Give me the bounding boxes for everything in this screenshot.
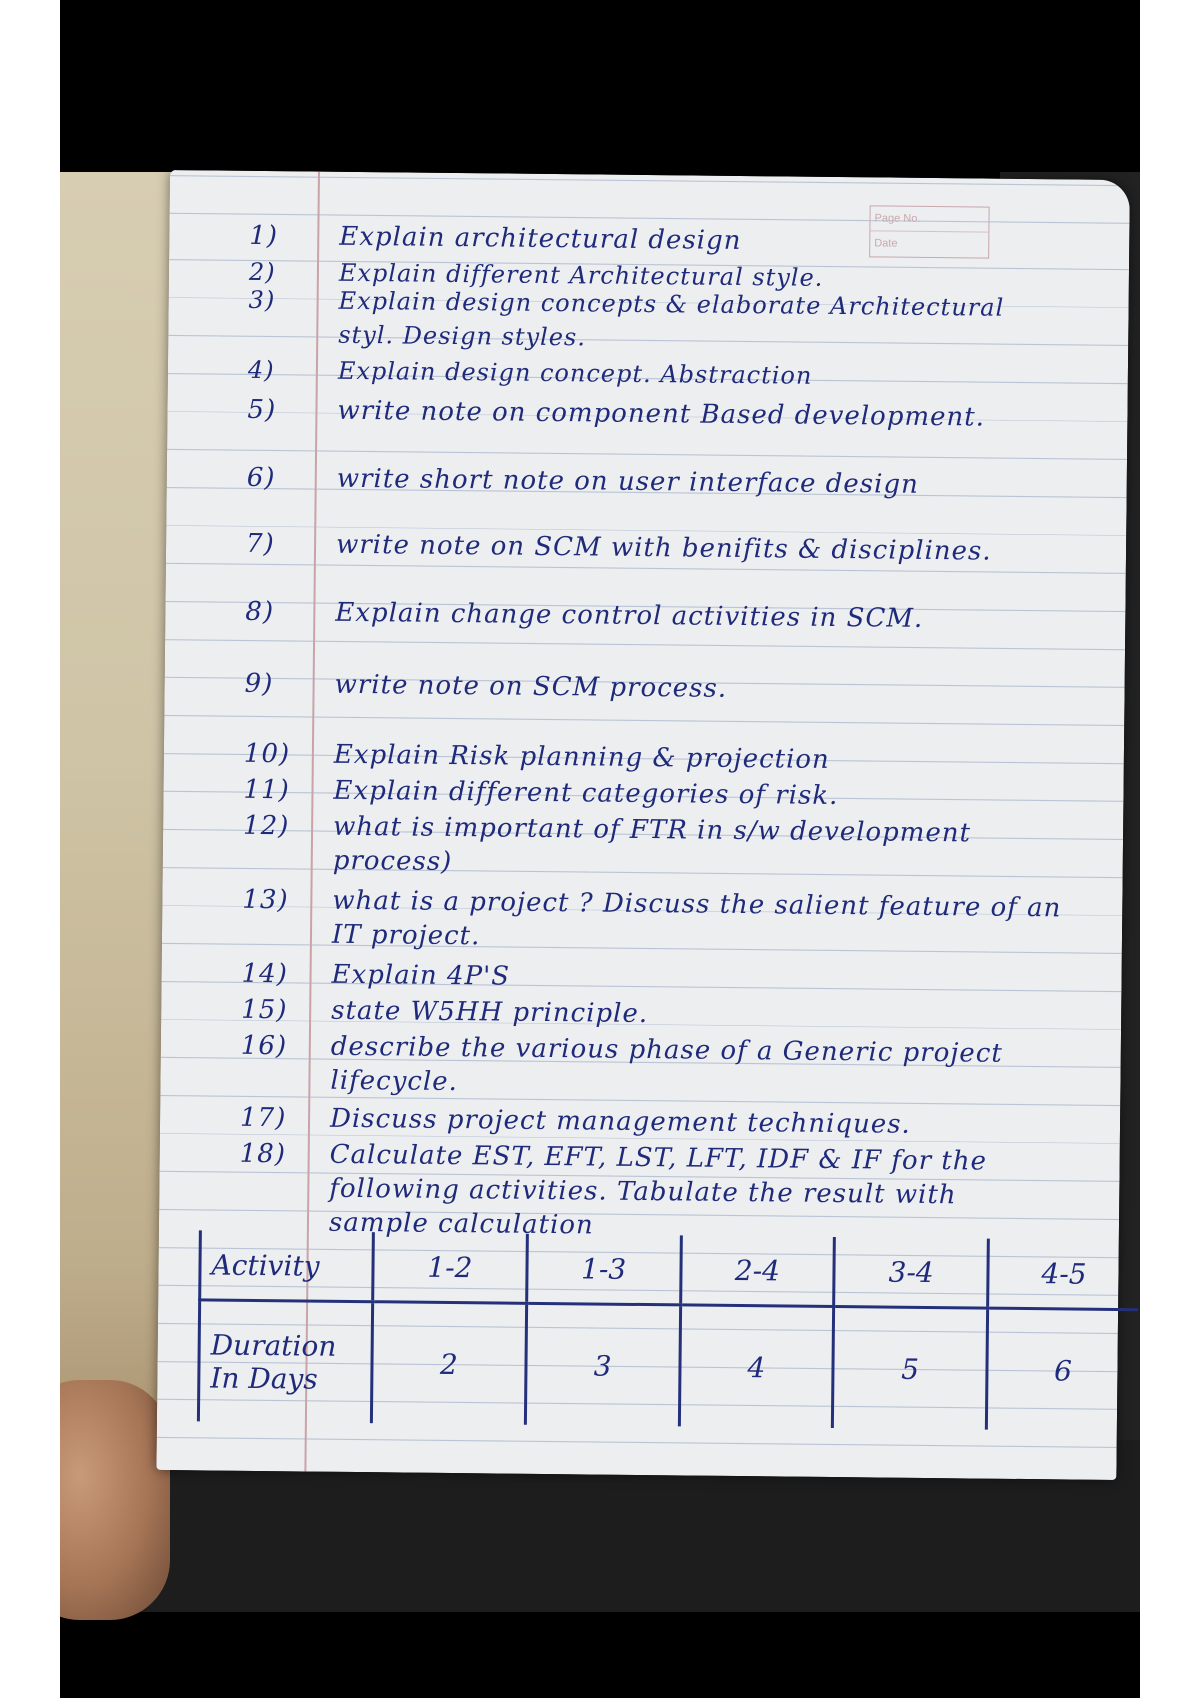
question-6 [247,461,1067,504]
question-text: state W5HH principle. [331,995,649,1030]
question-text: Explain change control activities in SCM. [335,597,924,634]
activity-cell: 3-4 [834,1237,988,1308]
activity-cell: 4-5 [988,1239,1139,1310]
question-number: 12) [242,810,290,842]
question-text: what is important of FTR in s/w development process) [332,811,972,877]
thumb [60,1380,170,1620]
question-18 [239,1137,1060,1248]
duration-label: Duration In Days [198,1300,372,1423]
question-number: 8) [245,596,275,628]
question-text: write short note on user interface design [336,463,919,500]
duration-cell: 2 [371,1302,526,1425]
duration-cell: 6 [986,1308,1138,1431]
question-number: 15) [241,994,288,1026]
date-label: Date [874,237,898,250]
question-text: Explain architectural design [339,221,742,256]
question-text: Explain Risk planning & projection [333,739,830,775]
question-14 [241,957,1061,1000]
question-4 [248,353,1068,396]
page-no-label: Page No. [870,206,988,232]
question-number: 6) [246,462,276,494]
activity-row [200,1230,1139,1309]
question-1 [249,219,1069,262]
question-number: 14) [241,958,288,990]
activity-cell: 1-3 [526,1234,680,1305]
question-10 [244,737,1064,780]
question-number: 13) [242,884,289,916]
duration-cell: 4 [679,1305,834,1428]
question-text: Explain different Architectural style. [338,258,824,292]
question-13 [242,883,1063,960]
question-7 [246,527,1066,570]
question-number: 18) [239,1138,287,1170]
question-text: Explain different categories of risk. [333,775,839,812]
question-text: write note on component Based development. [337,395,986,433]
question-3 [248,283,1069,360]
question-number: 10) [243,738,291,770]
question-number: 11) [243,774,290,806]
activity-duration-table [197,1230,1139,1431]
question-text: Explain design concept. Abstraction [337,356,813,390]
question-number: 2) [248,257,276,287]
question-text: write note on SCM with benifits & disciplines. [335,529,992,567]
duration-cell: 5 [833,1307,988,1430]
question-11 [243,773,1063,816]
question-15 [241,993,1061,1036]
activity-cell: 2-4 [680,1235,834,1306]
question-8 [245,595,1065,638]
question-text: what is a project ? Discuss the salient feature of an IT project. [331,885,1062,952]
question-text: write note on SCM process. [334,669,728,704]
question-text: Discuss project management techniques. [329,1103,911,1140]
question-16 [240,1029,1061,1106]
question-9 [244,667,1064,710]
question-text: describe the various phase of a Generic project lifecycle. [330,1031,1003,1098]
question-text: Calculate EST, EFT, LST, LFT, IDF & IF for the following activities. Tabulate the result with sample calculation [328,1139,988,1241]
question-number: 5) [247,394,277,426]
question-number: 7) [245,528,275,560]
question-text: Explain design concepts & elaborate Architectural styl. Design styles. [338,286,1005,352]
question-17 [240,1101,1060,1144]
question-number: 16) [240,1030,288,1062]
activity-label: Activity [200,1230,374,1301]
question-number: 4) [247,355,275,385]
photo-background [60,0,1140,1698]
duration-row [198,1300,1138,1431]
question-number: 9) [244,668,274,700]
duration-cell: 3 [525,1303,680,1426]
question-number: 3) [248,285,276,315]
question-text: Explain 4P'S [331,959,511,992]
question-number: 17) [239,1102,287,1134]
question-12 [243,809,1064,886]
question-5 [247,393,1067,436]
notebook-page [156,170,1130,1480]
activity-cell: 1-2 [373,1232,527,1303]
question-number: 1) [249,220,279,252]
